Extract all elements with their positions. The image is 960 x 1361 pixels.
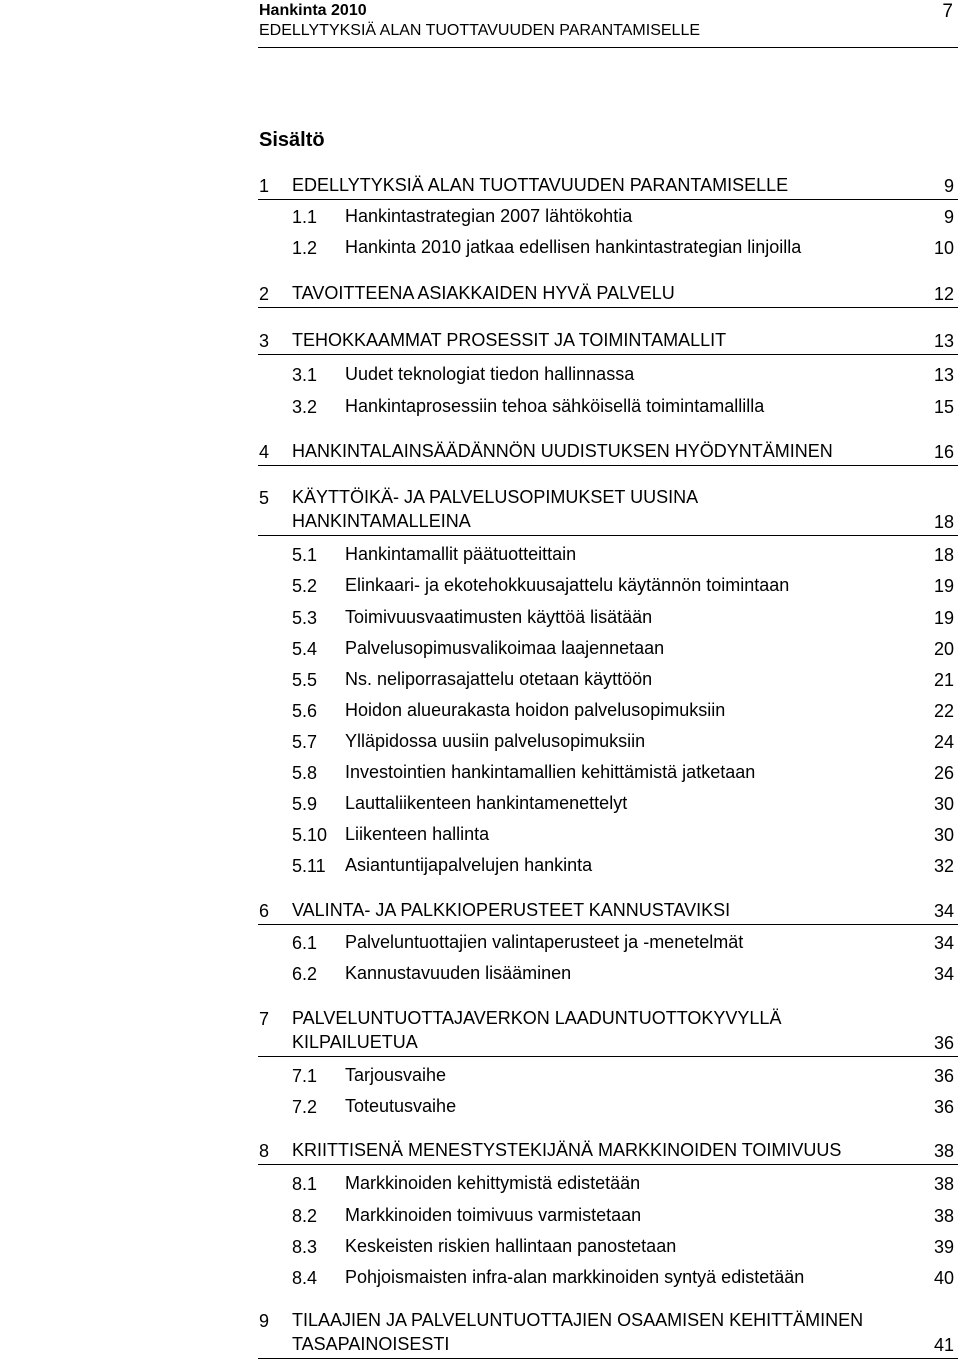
toc-entry-title: PALVELUNTUOTTAJAVERKON LAADUNTUOTTOKYVYLLÄ [292, 1008, 782, 1028]
toc-entry-page: 12 [933, 284, 954, 304]
toc-entry-page: 38 [933, 1174, 954, 1194]
toc-entry-underline [258, 199, 958, 200]
toc-entry-number: 9 [259, 1311, 270, 1331]
toc-entry-number: 2 [259, 284, 270, 304]
toc-entry-page: 10 [933, 238, 954, 258]
toc-entry-title: KÄYTTÖIKÄ- JA PALVELUSOPIMUKSET UUSINA [292, 487, 699, 507]
toc-entry-title-continued: KILPAILUETUA [292, 1032, 418, 1052]
toc-entry-title: Toteutusvaihe [345, 1096, 457, 1116]
toc-entry-number: 5.7 [292, 732, 318, 752]
toc-entry-page: 38 [933, 1141, 954, 1161]
toc-entry-title: Pohjoismaisten infra-alan markkinoiden syntyä edistetään [345, 1267, 805, 1287]
toc-entry-title: KRIITTISENÄ MENESTYSTEKIJÄNÄ MARKKINOIDEN TOIMIVUUS [292, 1140, 842, 1160]
toc-entry-number: 5.9 [292, 794, 318, 814]
toc-entry-number: 5.3 [292, 608, 318, 628]
toc-entry-number: 8 [259, 1141, 270, 1161]
toc-entry-title: HANKINTALAINSÄÄDÄNNÖN UUDISTUKSEN HYÖDYNTÄMINEN [292, 441, 833, 461]
toc-entry-number: 1 [259, 176, 270, 196]
toc-entry-number: 3.2 [292, 397, 318, 417]
toc-entry-title: TILAAJIEN JA PALVELUNTUOTTAJIEN OSAAMISEN KEHITTÄMINEN [292, 1310, 864, 1330]
toc-entry-title-continued: HANKINTAMALLEINA [292, 511, 471, 531]
toc-entry-page: 36 [933, 1033, 954, 1053]
toc-entry-number: 5.1 [292, 545, 318, 565]
toc-entry-title: Elinkaari- ja ekotehokkuusajattelu käytännön toimintaan [345, 575, 790, 595]
header-page-number: 7 [942, 1, 953, 22]
toc-entry-underline [258, 924, 958, 925]
toc-entry-page: 38 [933, 1206, 954, 1226]
toc-entry-title: Ylläpidossa uusiin palvelusopimuksiin [345, 731, 646, 751]
toc-entry-page: 18 [933, 512, 954, 532]
toc-entry-title: Markkinoiden toimivuus varmistetaan [345, 1205, 642, 1225]
toc-entry-number: 1.2 [292, 238, 318, 258]
toc-entry-page: 34 [933, 964, 954, 984]
toc-entry-title: Toimivuusvaatimusten käyttöä lisätään [345, 607, 653, 627]
toc-entry-page: 24 [933, 732, 954, 752]
toc-entry-page: 18 [933, 545, 954, 565]
page-header [259, 0, 959, 41]
toc-entry-title: Tarjousvaihe [345, 1065, 447, 1085]
toc-entry-number: 5.10 [292, 825, 328, 845]
toc-entry-page: 36 [933, 1066, 954, 1086]
toc-entry-title: EDELLYTYKSIÄ ALAN TUOTTAVUUDEN PARANTAMISELLE [292, 175, 789, 195]
toc-entry-title: Palvelusopimusvalikoimaa laajennetaan [345, 638, 665, 658]
toc-entry-number: 5.8 [292, 763, 318, 783]
toc-entry-page: 13 [933, 331, 954, 351]
toc-entry-number: 5.6 [292, 701, 318, 721]
header-subtitle: EDELLYTYKSIÄ ALAN TUOTTAVUUDEN PARANTAMISELLE [259, 22, 701, 39]
toc-entry-number: 5.4 [292, 639, 318, 659]
toc-entry-title: Hankintastrategian 2007 lähtökohtia [345, 206, 633, 226]
toc-entry-number: 5.2 [292, 576, 318, 596]
toc-entry-underline [258, 535, 958, 536]
toc-entry-underline [258, 1056, 958, 1057]
toc-entry-number: 4 [259, 442, 270, 462]
toc-entry-title: Hankinta 2010 jatkaa edellisen hankintastrategian linjoilla [345, 237, 802, 257]
toc-entry-title: VALINTA- JA PALKKIOPERUSTEET KANNUSTAVIKSI [292, 900, 731, 920]
toc-entry-title: Asiantuntijapalvelujen hankinta [345, 855, 593, 875]
toc-title: Sisältö [259, 129, 325, 151]
toc-entry-page: 30 [933, 794, 954, 814]
toc-entry-page: 36 [933, 1097, 954, 1117]
toc-entry-number: 6 [259, 901, 270, 921]
toc-entry-number: 8.2 [292, 1206, 318, 1226]
toc-entry-number: 8.1 [292, 1174, 318, 1194]
toc-entry-page: 21 [933, 670, 954, 690]
toc-entry-number: 6.1 [292, 933, 318, 953]
toc-entry-page: 22 [933, 701, 954, 721]
toc-entry-page: 19 [933, 576, 954, 596]
toc-entry-number: 7.1 [292, 1066, 318, 1086]
toc-entry-number: 7 [259, 1009, 270, 1029]
toc-entry-title: TAVOITTEENA ASIAKKAIDEN HYVÄ PALVELU [292, 283, 675, 303]
header-divider [258, 47, 958, 48]
toc-entry-page: 20 [933, 639, 954, 659]
toc-entry-number: 5 [259, 488, 270, 508]
toc-entry-page: 30 [933, 825, 954, 845]
toc-entry-page: 26 [933, 763, 954, 783]
toc-entry-title: Keskeisten riskien hallintaan panostetaan [345, 1236, 677, 1256]
toc-entry-number: 1.1 [292, 207, 318, 227]
toc-entry-title: Ns. neliporrasajattelu otetaan käyttöön [345, 669, 653, 689]
toc-entry-number: 5.11 [292, 856, 326, 876]
toc-entry-page: 19 [933, 608, 954, 628]
toc-entry-page: 32 [933, 856, 954, 876]
toc-entry-page: 9 [943, 176, 954, 196]
toc-entry-page: 15 [933, 397, 954, 417]
toc-entry-number: 3.1 [292, 365, 318, 385]
toc-entry-underline [258, 465, 958, 466]
toc-entry-number: 7.2 [292, 1097, 318, 1117]
toc-entry-number: 6.2 [292, 964, 318, 984]
toc-entry-title: Hankintamallit päätuotteittain [345, 544, 577, 564]
toc-entry-underline [258, 1358, 958, 1359]
toc-entry-page: 41 [933, 1335, 954, 1355]
toc-entry-underline [258, 307, 958, 308]
toc-entry-title: Lauttaliikenteen hankintamenettelyt [345, 793, 628, 813]
toc-entry-number: 5.5 [292, 670, 318, 690]
toc-entry-title: TEHOKKAAMMAT PROSESSIT JA TOIMINTAMALLIT [292, 330, 727, 350]
toc-entry-page: 34 [933, 901, 954, 921]
toc-entry-title: Markkinoiden kehittymistä edistetään [345, 1173, 641, 1193]
toc-entry-number: 3 [259, 331, 270, 351]
toc-entry-title: Palveluntuottajien valintaperusteet ja -menetelmät [345, 932, 744, 952]
toc-entry-page: 13 [933, 365, 954, 385]
toc-entry-underline [258, 1164, 958, 1165]
toc-entry-page: 39 [933, 1237, 954, 1257]
toc-entry-underline [258, 354, 958, 355]
toc-entry-number: 8.4 [292, 1268, 318, 1288]
header-title: Hankinta 2010 [259, 2, 367, 19]
toc-entry-page: 16 [933, 442, 954, 462]
toc-entry-number: 8.3 [292, 1237, 318, 1257]
toc-entry-title: Uudet teknologiat tiedon hallinnassa [345, 364, 635, 384]
toc-entry-title: Kannustavuuden lisääminen [345, 963, 572, 983]
toc-entry-page: 9 [943, 207, 954, 227]
toc-entry-title: Investointien hankintamallien kehittämistä jatketaan [345, 762, 756, 782]
toc-entry-page: 34 [933, 933, 954, 953]
toc-entry-title-continued: TASAPAINOISESTI [292, 1334, 450, 1354]
toc-entry-title: Liikenteen hallinta [345, 824, 490, 844]
toc-entry-title: Hoidon alueurakasta hoidon palvelusopimuksiin [345, 700, 726, 720]
toc-entry-page: 40 [933, 1268, 954, 1288]
toc-entry-title: Hankintaprosessiin tehoa sähköisellä toimintamallilla [345, 396, 765, 416]
